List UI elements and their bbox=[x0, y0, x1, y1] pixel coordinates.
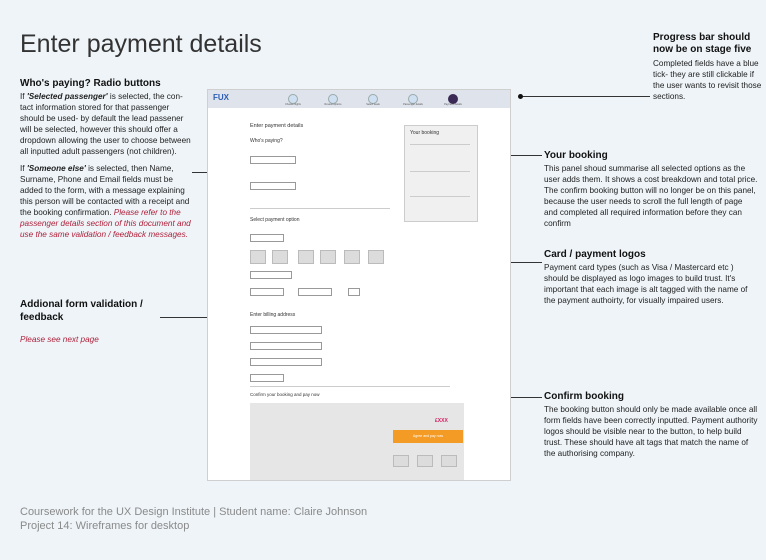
logo: FUX bbox=[213, 93, 230, 102]
city-field[interactable] bbox=[250, 358, 322, 366]
note-confirm-booking: Confirm booking The booking button should only be made available once all form fields have been correctly inputted. Payment authority logos should be visible near to the button, to help build trust. These should have alt tags that match the name of the authorising company. bbox=[544, 391, 760, 465]
progress-step-label: Review options bbox=[324, 103, 342, 106]
footer-line-2: Project 14: Wireframes for desktop bbox=[20, 520, 190, 532]
card-logo[interactable] bbox=[320, 250, 336, 264]
pay-button[interactable]: Agree and pay now bbox=[393, 430, 463, 443]
card-logo[interactable] bbox=[298, 250, 314, 264]
payment-logo bbox=[441, 455, 457, 467]
card-logo[interactable] bbox=[272, 250, 288, 264]
card-number-field[interactable] bbox=[250, 271, 292, 279]
mockup-whos-paying: Who's paying? bbox=[250, 138, 283, 144]
card-logo[interactable] bbox=[250, 250, 266, 264]
cvv-field[interactable] bbox=[348, 288, 360, 296]
mockup-select-payment: Select payment option bbox=[250, 217, 300, 223]
card-logo[interactable] bbox=[344, 250, 360, 264]
note-heading: Addional form validation / feedback bbox=[20, 299, 143, 323]
progress-step-label: Select seats bbox=[366, 103, 380, 106]
expiry-field[interactable] bbox=[250, 288, 284, 296]
postcode-field[interactable] bbox=[250, 374, 284, 382]
page-title: Enter payment details bbox=[20, 30, 262, 58]
progress-step-label: Choose flights bbox=[285, 103, 301, 106]
payment-logo bbox=[393, 455, 409, 467]
passenger-dropdown[interactable] bbox=[250, 156, 296, 164]
progress-step-label: Passenger details bbox=[403, 103, 423, 106]
email-field[interactable] bbox=[250, 182, 296, 190]
card-logo[interactable] bbox=[368, 250, 384, 264]
address-line-1-field[interactable] bbox=[250, 326, 322, 334]
total-price: £XXX bbox=[435, 418, 448, 424]
note-heading: Confirm booking bbox=[544, 391, 624, 402]
divider bbox=[410, 144, 470, 145]
note-card-logos: Card / payment logos Payment card types (such as Visa / Mastercard etc ) should be displayed as logo images to build trust. It's important that each image is alt tagged with the name of the payment authoirty, for visually impaired users. bbox=[544, 249, 758, 312]
leader-dot bbox=[518, 94, 523, 99]
note-heading: Who's paying? Radio buttons bbox=[20, 78, 161, 89]
wireframe-mockup bbox=[207, 89, 511, 481]
divider bbox=[250, 208, 390, 209]
leader-line bbox=[520, 96, 650, 97]
your-booking-title: Your booking bbox=[410, 130, 440, 136]
footer-line-1: Coursework for the UX Design Institute | Student name: Claire Johnson bbox=[20, 506, 368, 518]
mockup-confirm-heading: Confirm your booking and pay now bbox=[250, 392, 320, 397]
note-validation: Addional form validation / feedback Please see next page bbox=[20, 298, 160, 351]
divider bbox=[250, 386, 450, 387]
currency-dropdown[interactable] bbox=[250, 234, 284, 242]
note-progress: Progress bar should now be on stage five Completed fields have a blue tick- they are still clickable if the user wants to revisit those sections. bbox=[653, 32, 762, 101]
payment-logo bbox=[417, 455, 433, 467]
address-line-2-field[interactable] bbox=[250, 342, 322, 350]
mockup-header bbox=[208, 90, 510, 108]
mockup-heading: Enter payment details bbox=[250, 123, 304, 129]
divider bbox=[410, 171, 470, 172]
footer bbox=[20, 505, 367, 533]
note-heading: Your booking bbox=[544, 150, 608, 161]
mockup-billing: Enter billing address bbox=[250, 312, 296, 318]
note-your-booking: Your booking This panel shoud summarise all selected options as the user adds them. It shows a cost breakdown and total price. The confirm booking button will no longer be on this panel, because the user needs to scroll the full length of page and completed all required information before they can confirm bbox=[544, 150, 758, 228]
note-heading: Card / payment logos bbox=[544, 249, 646, 260]
note-whos-paying: Who's paying? Radio buttons If 'Selected passenger' is selected, the con- tact information stored for that passenger should be used- by default the lead passener will be selected, however this should offer a dropdown allowing the user to choose between all inputted adult passengers (not children). If 'Someone else' is selected, then Name, Surname, Phone and Email fields must be added to the form, with a message explaining this person will be contacted with a receipt and the booking confirmation. Please refer to the passenger details section of this document and use the same validation / feedback messages. bbox=[20, 78, 191, 239]
progress-bar bbox=[278, 94, 508, 104]
name-on-card-field[interactable] bbox=[298, 288, 332, 296]
note-heading: Progress bar should now be on stage five bbox=[653, 32, 752, 55]
divider bbox=[410, 196, 470, 197]
your-booking-panel bbox=[404, 125, 478, 222]
confirm-panel bbox=[250, 403, 464, 481]
progress-step-label: Payment details bbox=[444, 103, 462, 106]
